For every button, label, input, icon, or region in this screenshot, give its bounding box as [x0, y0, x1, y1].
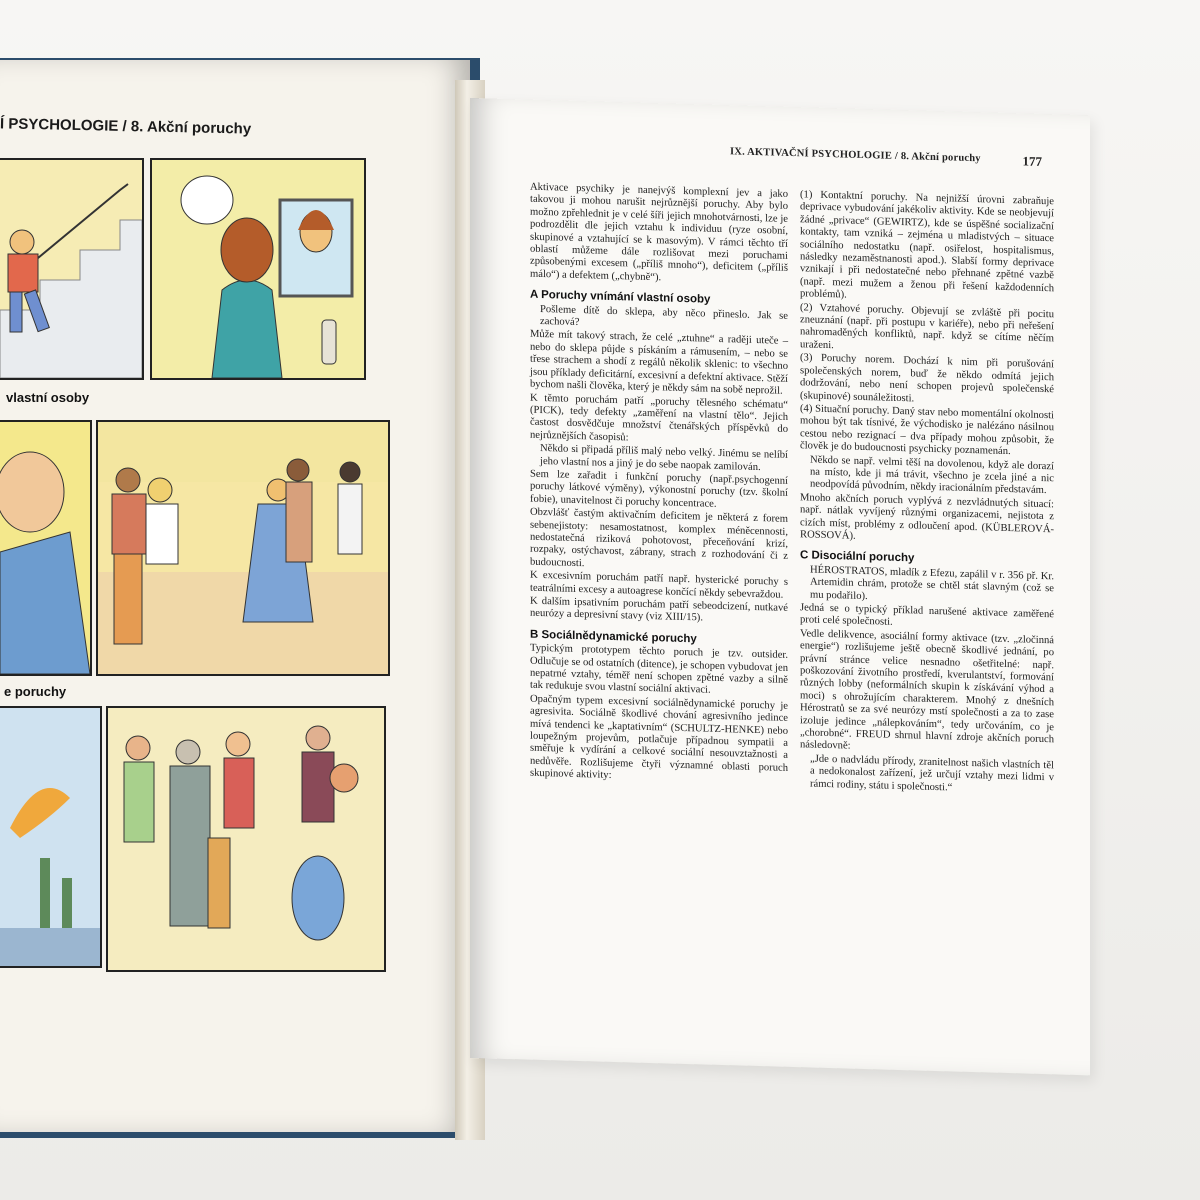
- mirror-drawing: [152, 160, 364, 378]
- paragraph: Typickým prototypem těchto poruch je tzv. outsider. Odlučuje se od ostatních (ditence), je schopen vybudovat jen nepatrné vztahy, téměř není schopen zpětné vazby a silně tak redukuje svou vlastní sociální aktivaci.: [530, 642, 789, 697]
- paragraph: Pošleme dítě do sklepa, aby něco přineslo. Jak se zachová?: [540, 303, 788, 329]
- page-number: 177: [1022, 153, 1042, 169]
- right-page-header: IX. AKTIVAČNÍ PSYCHOLOGIE / 8. Akční poruchy: [730, 146, 981, 165]
- section-heading: A Poruchy vnímání vlastní osoby: [530, 288, 711, 306]
- caption-b: e poruchy: [4, 684, 67, 699]
- paragraph: Sem lze zařadit i funkční poruchy (např.psychogenní poruchy látkové výměny), výkonostní poruchy (tzv. školní fobie), unavitelnost či poruchy koncentrace.: [530, 468, 788, 510]
- paragraph: Aktivace psychiky je nanejvýš komplexní jev a jako takovou ji mohou narušit nejrůznější poruchy. Aby bylo možno zpřehlednit je v celé šíři jejich mnohotvárnosti, lze je podrozdělit dle jejich vztahu k individuu (ryze osobní, skupinové a vztahující se k masovým). V rámci těchto tří oblastí můžeme dále rozlišovat mezi poruchami způsobenými excesem („příliš mnoho“), deficitem („příliš málo“) a defektem („chybně“).: [530, 181, 788, 284]
- man-drawing: [0, 422, 90, 674]
- left-page-header: Í PSYCHOLOGIE / 8. Akční poruchy: [0, 115, 252, 138]
- paragraph: K excesivním poruchám patří např. hysterické poruchy s teatrálními excesy a autoagrese končící někdy sebevraždou.: [530, 569, 788, 601]
- paragraph: (3) Poruchy norem. Dochází k nim při porušování společenských norem, buď že někdo odmítá jejich dodržování, nebo není schopen projevů společenské (skupinové) sounáležitosti.: [800, 352, 1054, 404]
- paragraph: Mnoho akčních poruch vyplývá z nezvládnutých situací: např. nátlak vyvíjený různými organizacemi, nejistota z cizích míst, problémy z odloučení apod. (KÜBLEROVÁ-ROSSOVÁ).: [800, 491, 1054, 542]
- paragraph: Někdo se např. velmi těší na dovolenou, když ale dorazí na místo, kde ji má trávit, všechno je zcela jiné a nic neodpovídá původním, někdy iracionálním představám.: [810, 454, 1054, 497]
- illustration-woman-mirror: [150, 158, 366, 380]
- paragraph: (2) Vztahové poruchy. Objevují se zvláště při pocitu zneuznání (např. při postupu v kariéře), nebo při neřešení nahromaděných konfliktů, např. když se cítíme něčím uraženi.: [800, 301, 1054, 352]
- crowd-drawing: [108, 708, 384, 970]
- paragraph: Jedná se o typický příklad narušené aktivace zaměřené proti celé společnosti.: [800, 602, 1054, 629]
- right-page: [470, 98, 1090, 1075]
- section-heading: B Sociálnědynamické poruchy: [530, 628, 697, 646]
- illustration-torch-landscape: [0, 706, 102, 968]
- paragraph: Vedle delikvence, asociální formy aktivace (tzv. „zločinná energie“) rozlišujeme ještě obecně škodlivé jednání, po právní stránce velice nesnadno ošetřitelné: např. poškozování životního prostředí, kverulantství, formování různých lobby (neformálních skupin k získávání výhod a moci) s ohrožujícím charakterem. Mnohý z dnešních Hérostratů se za své neurózy mstí společnosti a za to zase izoluje jedince „nálepkováním“, tedy určováním, co je „chorobné“. FREUD shrnul hlavní zdroje akčních poruch následovně:: [800, 628, 1054, 753]
- text-column-right: [800, 189, 1054, 798]
- dancers-drawing: [98, 422, 388, 674]
- text-column-left: [530, 182, 788, 789]
- paragraph: (1) Kontaktní poruchy. Na nejnižší úrovni zabraňuje deprivace vybudování jakékoliv aktivity. Kde se neobjevují žádné „privace“ (GEWIRTZ), kde se úspěšné socializační kontakty, tam vzniká – zejména u mladistvých – situace sociálního nedostatku (např. osiřelost, hospitalismus, následky nezaměstnanosti apod.). Slabší formy deprivace vznikají i při nedostatečné nebo přehnané zpětné vazbě (např. mezi mužem a ženou při řešení každodenních problémů).: [800, 189, 1054, 301]
- paragraph: K dalším ipsativním poruchám patří sebeodcizení, nutkavé neurózy a depresivní stavy (viz XIII/15).: [530, 595, 788, 624]
- section-heading: C Disociální poruchy: [800, 549, 915, 565]
- paragraph: Může mít takový strach, že celé „ztuhne“ a raději uteče – nebo do sklepa půjde s pískáním a rámusením, – nebo se třese strachem a shodí z regálů několik sklenic: to všechno jsou příklady deficitární, excesivní a defektní aktivace. Stěží bychom našli člověka, který je někdy sám na sobě neprožil.: [530, 329, 788, 397]
- illustration-man-portrait: [0, 420, 92, 676]
- torch-drawing: [0, 708, 100, 966]
- paragraph: K těmto poruchám patří „poruchy tělesného schématu“ (PICK), tedy defekty „zaměření na vlastní tělo“. Jejich častost dosvědčuje množství čtenářských příspěvků do nejrůznějších časopisů:: [530, 392, 788, 444]
- illustration-child-stairs: [0, 158, 144, 380]
- paragraph: Někdo si připadá příliš malý nebo velký. Jinému se nelíbí jeho vlastní nos a jiný je do sebe naopak zamilován.: [540, 443, 788, 473]
- paragraph: Opačným typem excesivní sociálnědynamické poruchy je agresivita. Sociálně škodlivé chování agresivního jedince mívá tendenci ke „kaptativním“ (SCHULTZ-HENKE) nebo loupežným projevům, potlačuje případnou sympatii a směřuje k vydírání a celkové sociální nesouvztažnosti a nedůvěře. Rozlišujeme čtyři významné oblasti poruch skupinové aktivity:: [530, 693, 788, 782]
- stairs-drawing: [0, 160, 142, 378]
- paragraph: „Jde o nadvládu přírody, zranitelnost našich vlastních těl a nedokonalost zařízení, jež určují vztahy mezi lidmi v rámci rodiny, státu i společnosti.“: [810, 753, 1054, 794]
- illustration-dancing-couples: [96, 420, 390, 676]
- paragraph: (4) Situační poruchy. Daný stav nebo momentální okolnosti mohou být tak tísnivé, že východisko je nalézáno násilnou cestou nebo rezignací – dva případy mohou způsobit, že člověk je do budoucnosti psychicky poznamenán.: [800, 403, 1054, 458]
- caption-a: vlastní osoby: [6, 390, 90, 405]
- paragraph: HÉROSTRATOS, mladík z Efezu, zapálil v r. 356 př. Kr. Artemidin chrám, protože se chtěl stát slavným (což se mu podařilo).: [810, 564, 1054, 602]
- illustration-crowd-motorcycle: [106, 706, 386, 972]
- paragraph: Obzvlášť častým aktivačním deficitem je některá z forem sebenejistoty: nesamostatnost, komplex méněcennosti, nedostatečná riziková pohotovost, přeceňování krizí, rozpaky, ostýchavost, zábrany, strach z rozhodování či z budoucnosti.: [530, 506, 788, 569]
